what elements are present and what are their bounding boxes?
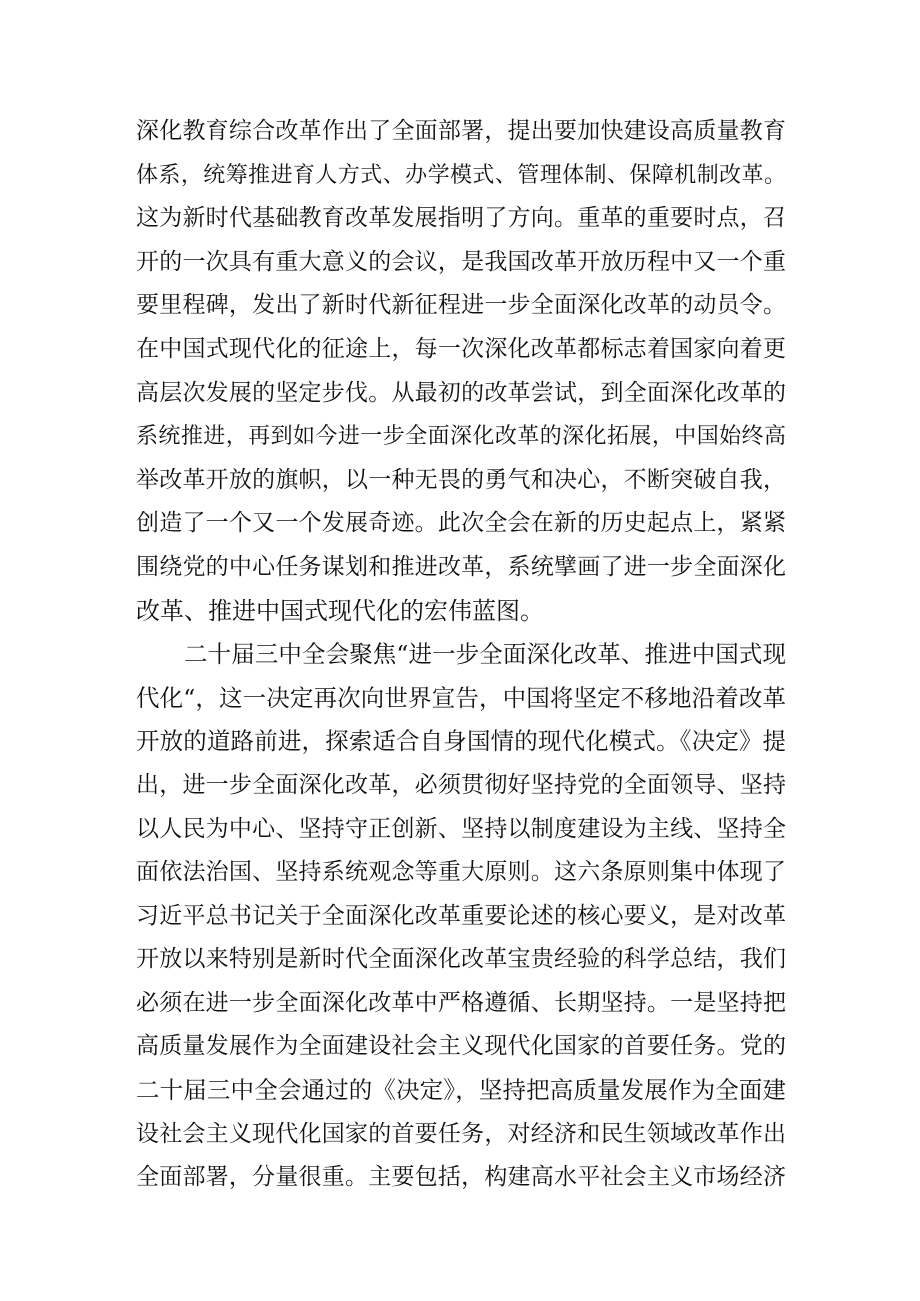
- text-line: 习近平总书记关于全面深化改革重要论述的核心要义，是对改革: [136, 902, 786, 929]
- text-line: 二十届三中全会聚焦“进一步全面深化改革、推进中国式现: [184, 640, 786, 669]
- document-body: [136, 110, 786, 1200]
- text-line: 以人民为中心、坚持守正创新、坚持以制度建设为主线、坚持全: [136, 815, 786, 842]
- text-line: 围绕党的中心任务谋划和推进改革，系统擘画了进一步全面深化: [136, 553, 786, 580]
- text-line: 改革、推进中国式现代化的宏伟蓝图。: [136, 596, 544, 625]
- text-line: 设社会主义现代化国家的首要任务，对经济和民生领域改革作出: [136, 1120, 786, 1147]
- text-line: 必须在进一步全面深化改革中严格遵循、长期坚持。一是坚持把: [136, 989, 786, 1016]
- text-line: 深化教育综合改革作出了全面部署，提出要加快建设高质量教育: [136, 118, 786, 144]
- text-line: 开的一次具有重大意义的会议，是我国改革开放历程中又一个重: [136, 248, 786, 275]
- text-line: 在中国式现代化的征途上，每一次深化改革都标志着国家向着更: [136, 335, 786, 362]
- text-line: 系统推进，再到如今进一步全面深化改革的深化拓展，中国始终高: [136, 424, 786, 450]
- text-line: 高质量发展作为全面建设社会主义现代化国家的首要任务。党的: [136, 1033, 786, 1060]
- text-line: 开放的道路前进，探索适合自身国情的现代化模式。《决定》提: [136, 727, 786, 756]
- text-line: 面依法治国、坚持系统观念等重大原则。这六条原则集中体现了: [136, 859, 786, 886]
- paragraph: [136, 633, 786, 1200]
- text-line: 二十届三中全会通过的《决定》，坚持把高质量发展作为全面建: [136, 1076, 786, 1105]
- text-line: 这为新时代基础教育改革发展指明了方向。重革的重要时点，召: [136, 205, 786, 232]
- paragraph: [136, 110, 786, 633]
- text-line: 举改革开放的旗帜，以一种无畏的勇气和决心，不断突破自我，: [136, 466, 786, 493]
- text-line: 开放以来特别是新时代全面深化改革宝贵经验的科学总结，我们: [136, 946, 786, 973]
- text-line: 高层次发展的坚定步伐。从最初的改革尝试，到全面深化改革的: [136, 379, 786, 406]
- text-line: 全面部署，分量很重。主要包括，构建高水平社会主义市场经济: [136, 1164, 786, 1191]
- text-line: 体系，统筹推进育人方式、办学模式、管理体制、保障机制改革。: [136, 162, 786, 188]
- text-line: 要里程碑，发出了新时代新征程进一步全面深化改革的动员令。: [136, 292, 786, 319]
- text-line: 代化“，这一决定再次向世界宣告，中国将坚定不移地沿着改革: [136, 683, 786, 712]
- text-line: 出，进一步全面深化改革，必须贯彻好坚持党的全面领导、坚持: [136, 771, 786, 798]
- text-line: 创造了一个又一个发展奇迹。此次全会在新的历史起点上，紧紧: [136, 510, 786, 537]
